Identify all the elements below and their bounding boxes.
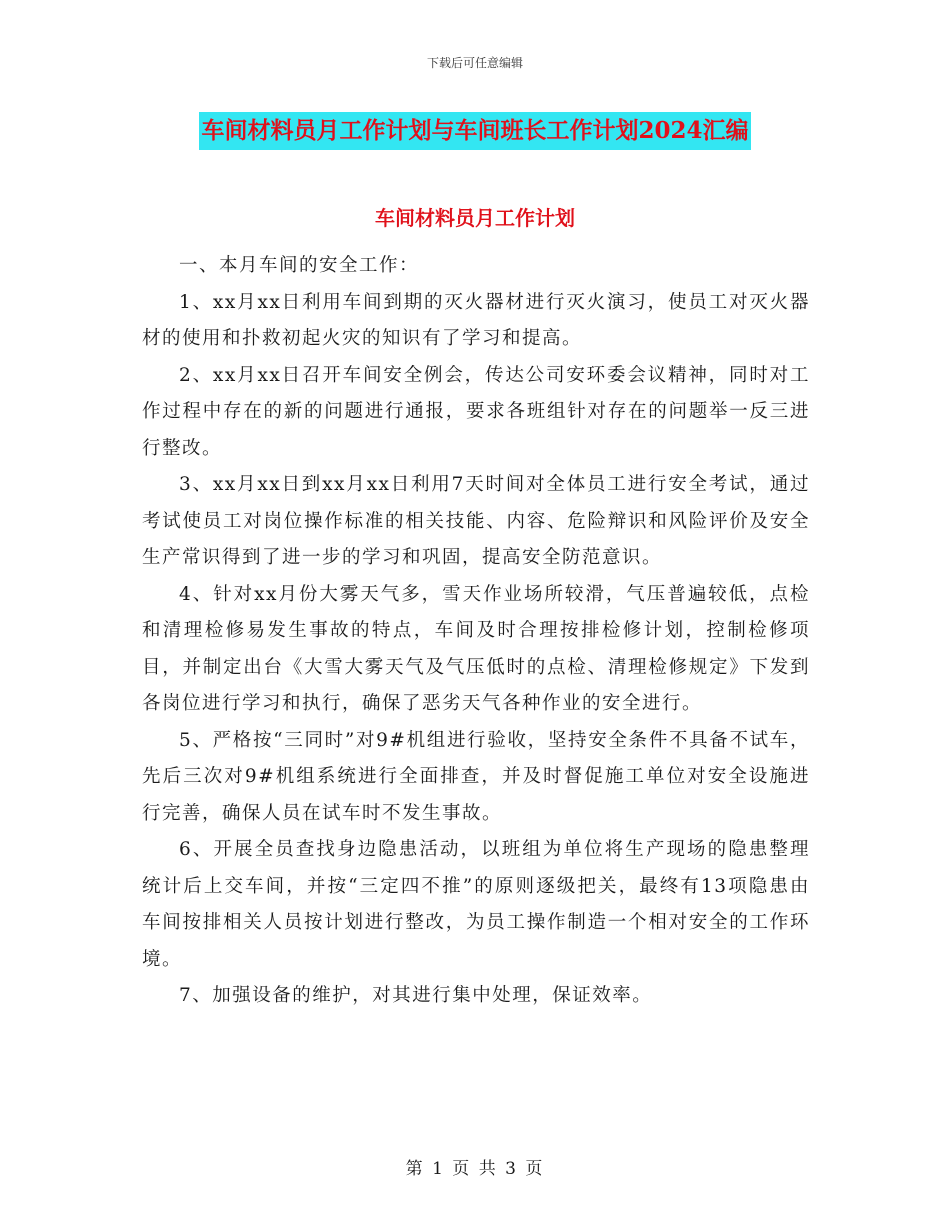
paragraph: 6、开展全员查找身边隐患活动，以班组为单位将生产现场的隐患整理统计后上交车间，并按“三定四不推”的原则逐级把关，最终有13项隐患由车间按排相关人员按计划进行整改，为员工操作制造一个相对安全的工作环境。 [142, 839, 810, 970]
paragraph: 5、严格按“三同时”对9#机组进行验收，坚持安全条件不具备不试车，先后三次对9#机组系统进行全面排查，并及时督促施工单位对安全设施进行完善，确保人员在试车时不发生事故。 [142, 729, 810, 824]
document-title: 车间材料员月工作计划与车间班长工作计划2024汇编 [199, 112, 750, 150]
document-body [142, 248, 810, 1015]
paragraph: 2、xx月xx日召开车间安全例会，传达公司安环委会议精神，同时对工作过程中存在的新的问题进行通报，要求各班组针对存在的问题举一反三进行整改。 [142, 364, 810, 459]
paragraph: 1、xx月xx日利用车间到期的灭火器材进行灭火演习，使员工对灭火器材的使用和扑救初起火灾的知识有了学习和提高。 [142, 291, 810, 349]
paragraph-heading: 一、本月车间的安全工作： [179, 255, 420, 276]
page-footer: 第 1 页 共 3 页 [405, 1159, 545, 1179]
paragraph: 3、xx月xx日到xx月xx日利用7天时间对全体员工进行安全考试，通过考试使员工对岗位操作标准的相关技能、内容、危险辩识和风险评价及安全生产常识得到了进一步的学习和巩固，提高安全防范意识。 [142, 474, 810, 568]
page-header: 下载后可任意编辑 [426, 56, 523, 70]
paragraph: 4、针对xx月份大雾天气多，雪天作业场所较滑，气压普遍较低，点检和清理检修易发生事故的特点，车间及时合理按排检修计划，控制检修项目，并制定出台《大雪大雾天气及气压低时的点检、清理检修规定》下发到各岗位进行学习和执行，确保了恶劣天气各种作业的安全进行。 [142, 583, 810, 714]
paragraph: 7、加强设备的维护，对其进行集中处理，保证效率。 [179, 985, 653, 1006]
section-title: 车间材料员月工作计划 [375, 206, 575, 230]
document-title-container [0, 112, 950, 150]
